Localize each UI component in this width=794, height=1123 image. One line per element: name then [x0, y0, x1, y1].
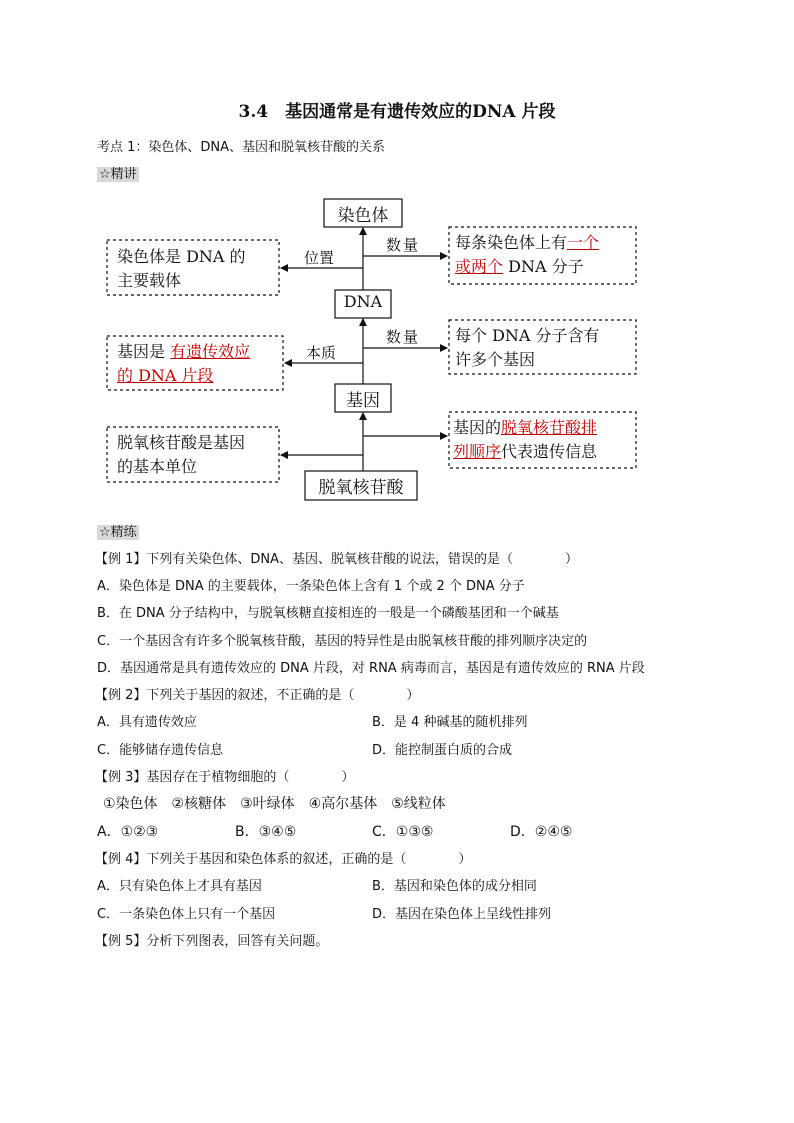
- jinglian-tag: [97, 521, 139, 540]
- ex3-option-a: A．①②③: [97, 824, 159, 840]
- left2-red1: 有遗传效应: [170, 342, 251, 361]
- left3-line1: 脱氧核苷酸是基因: [117, 433, 246, 452]
- ex1-option-a: A．染色体是 DNA 的主要载体，一条染色体上含有 1 个或 2 个 DNA 分子: [97, 579, 525, 594]
- ex3-items: ①染色体 ②核糖体 ③叶绿体 ④高尔基体 ⑤线粒体: [103, 796, 446, 812]
- right1-suffix: DNA 分子: [508, 257, 584, 276]
- right1-red2: 或两个: [455, 257, 504, 276]
- label-position: 位置: [304, 249, 335, 267]
- ex1-option-d: D．基因通常是具有遗传效应的 DNA 片段，对 RNA 病毒而言，基因是有遗传效应的 RNA 片段: [97, 661, 645, 676]
- left2-red2: 的 DNA 片段: [117, 366, 214, 385]
- ex2-option-a: A．具有遗传效应: [97, 715, 197, 730]
- text-left-1: [117, 245, 246, 293]
- left1-line2: 主要载体: [117, 271, 182, 290]
- text-right-3: [453, 416, 597, 464]
- node-dna: DNA: [343, 292, 383, 311]
- ex4-option-b: B．基因和染色体的成分相同: [372, 879, 537, 894]
- label-quantity-2: 数量: [386, 328, 421, 346]
- text-right-2: [455, 324, 600, 372]
- ex2-option-b: B．是 4 种碱基的随机排列: [372, 715, 528, 730]
- right3-red2: 列顺序: [453, 442, 502, 461]
- label-quantity-1: 数量: [386, 236, 421, 254]
- ex4-option-a: A．只有染色体上才具有基因: [97, 879, 262, 894]
- node-gene: 基因: [346, 391, 380, 411]
- page-title: 3.4 基因通常是有遗传效应的DNA 片段: [238, 102, 556, 122]
- node-chromosome: 染色体: [337, 206, 389, 226]
- ex4-option-d: D．基因在染色体上呈线性排列: [372, 907, 552, 922]
- label-essence: 本质: [306, 344, 337, 362]
- text-left-2: [117, 340, 250, 388]
- right1-red1: 一个: [567, 233, 600, 252]
- ex4-stem: 【例 4】下列关于基因和染色体系的叙述，正确的是（ ）: [95, 852, 472, 867]
- left1-line1: 染色体是 DNA 的: [117, 247, 246, 266]
- right2-line2: 许多个基因: [455, 350, 536, 369]
- node-nucleotide: 脱氧核苷酸: [318, 478, 404, 498]
- ex2-option-d: D．能控制蛋白质的合成: [372, 743, 513, 758]
- text-right-1: [455, 231, 599, 279]
- ex1-stem: 【例 1】下列有关染色体、DNA、基因、脱氧核苷酸的说法，错误的是（ ）: [95, 552, 579, 567]
- ex3-option-c: C．①③⑤: [372, 824, 434, 840]
- text-left-3: [117, 431, 245, 479]
- jingjiang-label: ☆精讲: [99, 167, 137, 182]
- right1-prefix: 每条染色体上有: [455, 233, 568, 252]
- ex1-option-b: B．在 DNA 分子结构中，与脱氧核糖直接相连的一般是一个磷酸基团和一个碱基: [97, 606, 559, 621]
- ex3-option-b: B．③④⑤: [235, 824, 297, 840]
- ex3-option-d: D．②④⑤: [510, 824, 573, 840]
- jinglian-label: ☆精练: [99, 525, 137, 540]
- kaodian-heading: 考点 1：染色体、DNA、基因和脱氧核苷酸的关系: [97, 140, 386, 155]
- right3-red1: 脱氧核苷酸排: [501, 418, 598, 437]
- right2-line1: 每个 DNA 分子含有: [455, 326, 600, 345]
- ex2-option-c: C．能够储存遗传信息: [97, 743, 224, 758]
- ex1-option-c: C．一个基因含有许多个脱氧核苷酸，基因的特异性是由脱氧核苷酸的排列顺序决定的: [97, 634, 588, 649]
- left2-prefix: 基因是: [117, 342, 166, 361]
- ex3-stem: 【例 3】基因存在于植物细胞的（ ）: [95, 770, 355, 785]
- right3-suffix: 代表遗传信息: [501, 442, 598, 461]
- left3-line2: 的基本单位: [117, 457, 198, 476]
- right3-prefix: 基因的: [453, 418, 502, 437]
- ex4-option-c: C．一条染色体上只有一个基因: [97, 907, 276, 922]
- ex2-stem: 【例 2】下列关于基因的叙述，不正确的是（ ）: [95, 688, 420, 703]
- ex5-stem: 【例 5】分析下列图表，回答有关问题。: [95, 934, 329, 949]
